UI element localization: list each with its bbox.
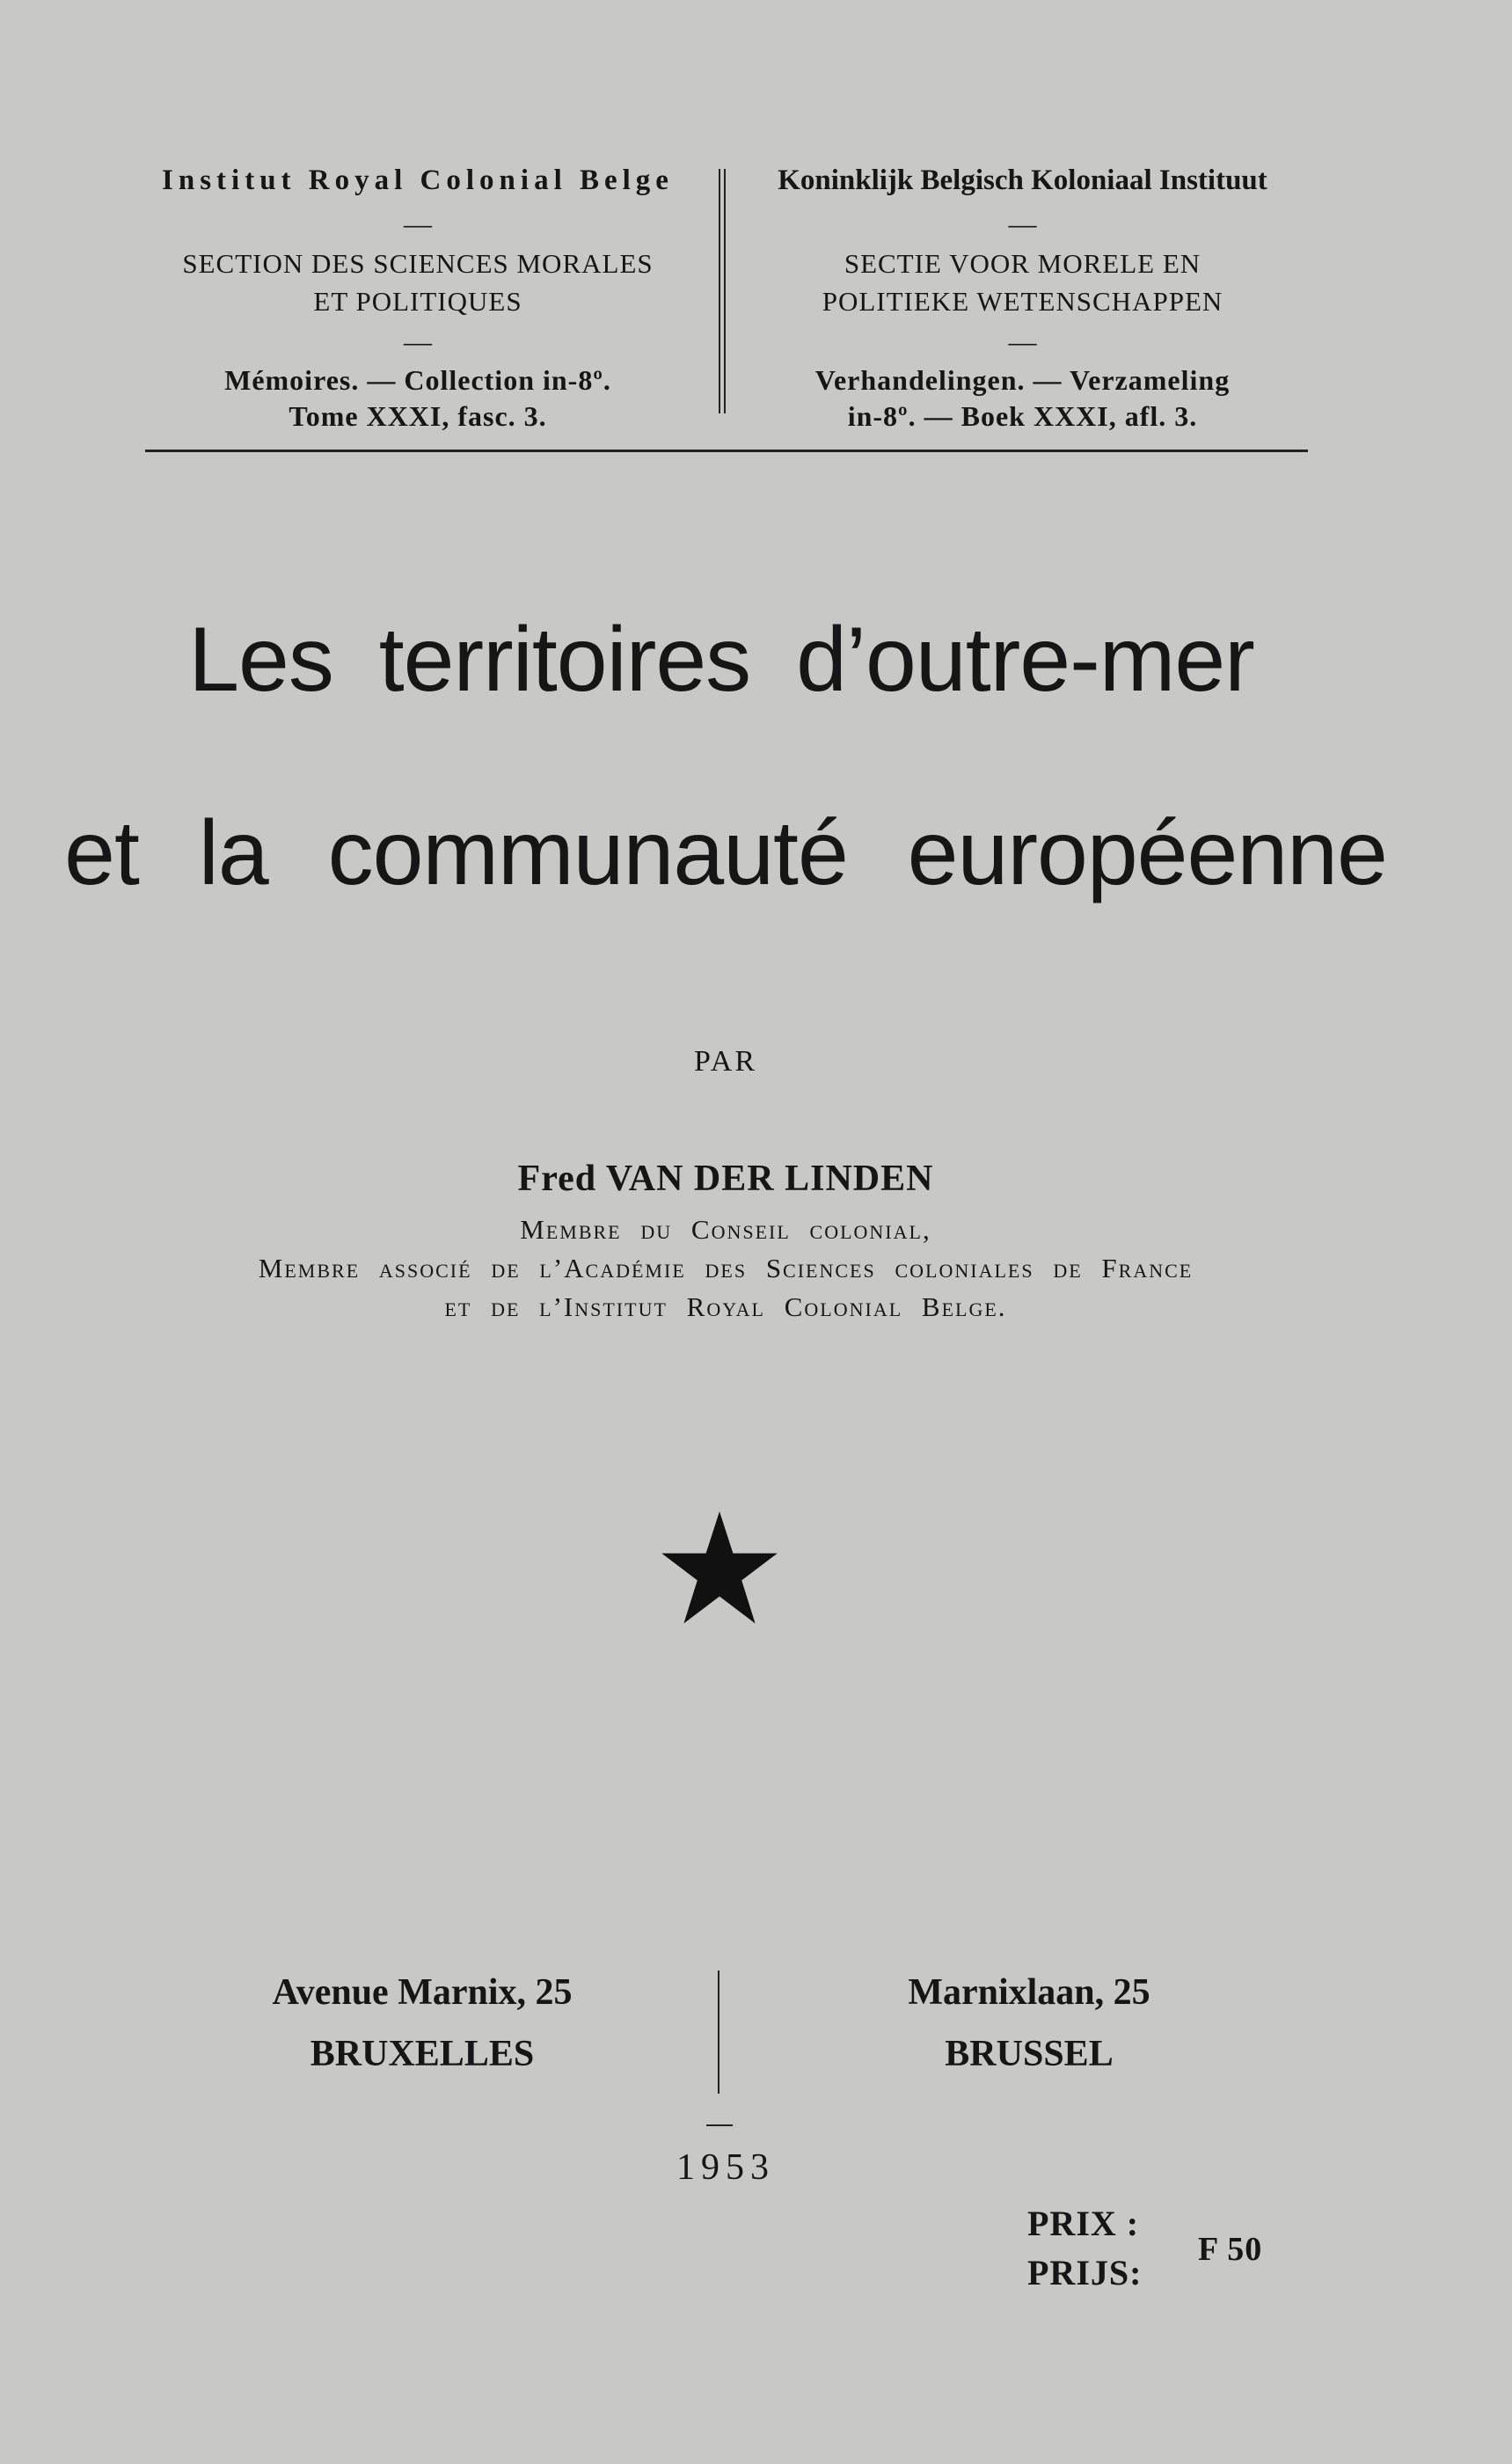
header-left-dash-2: — <box>404 325 432 357</box>
section-name-fr-line2: ET POLITIQUES <box>313 286 522 317</box>
price-label-nl: PRIJS: <box>1027 2253 1143 2292</box>
author-name: Fred VAN DER LINDEN <box>517 1159 934 1199</box>
address-fr-city: BRUXELLES <box>310 2034 535 2074</box>
series-nl-line1: Verhandelingen. — Verzameling <box>814 364 1231 396</box>
address-fr-street: Avenue Marnix, 25 <box>272 1972 573 2013</box>
publication-year: 1953 <box>676 2147 775 2188</box>
address-nl-city: BRUSSEL <box>945 2034 1114 2074</box>
header-left-column <box>132 158 704 435</box>
institute-name-nl: Koninklijk Belgisch Koloniaal Instituut <box>778 165 1267 196</box>
author-affiliation-line2: Membre associé de l’Académie des Sciences coloniales de France <box>258 1253 1194 1283</box>
footer-divider-line <box>718 1970 719 2094</box>
author-affiliation-line1: Membre du Conseil colonial, <box>520 1214 931 1245</box>
header-divider-line-1 <box>719 169 720 413</box>
series-fr-line2: Tome XXXI, fasc. 3. <box>289 400 547 432</box>
price-value: F 50 <box>1198 2231 1263 2268</box>
title-line-1: Les territoires d’outre-mer <box>188 609 1254 711</box>
header-right-column <box>730 158 1315 435</box>
section-name-fr-line1: SECTION DES SCIENCES MORALES <box>182 248 654 279</box>
header-right-dash-2: — <box>1008 325 1037 357</box>
series-fr-line1: Mémoires. — Collection in-8º. <box>224 364 611 396</box>
header-rule <box>145 450 1308 452</box>
section-name-nl-line2: POLITIEKE WETENSCHAPPEN <box>822 286 1223 317</box>
year-dash <box>706 2124 733 2126</box>
price-label-fr: PRIX : <box>1027 2204 1140 2243</box>
title-line-2: et la communauté européenne <box>64 802 1387 904</box>
price-labels <box>1027 2199 1142 2298</box>
address-nl <box>827 1962 1231 2085</box>
header-right-dash-1: — <box>1008 208 1037 239</box>
header-divider-line-2 <box>724 169 726 413</box>
address-fr <box>202 1962 642 2085</box>
header-left-dash-1: — <box>404 208 432 239</box>
section-name-nl-line1: SECTIE VOOR MORELE EN <box>844 248 1202 279</box>
institute-name-fr: Institut Royal Colonial Belge <box>162 165 674 196</box>
address-nl-street: Marnixlaan, 25 <box>908 1972 1150 2013</box>
series-nl-line2: in-8º. — Boek XXXI, afl. 3. <box>847 400 1198 432</box>
byline-par: PAR <box>693 1045 758 1078</box>
star-icon <box>658 1509 781 1627</box>
author-affiliation-line3: et de l’Institut Royal Colonial Belge. <box>444 1291 1007 1322</box>
